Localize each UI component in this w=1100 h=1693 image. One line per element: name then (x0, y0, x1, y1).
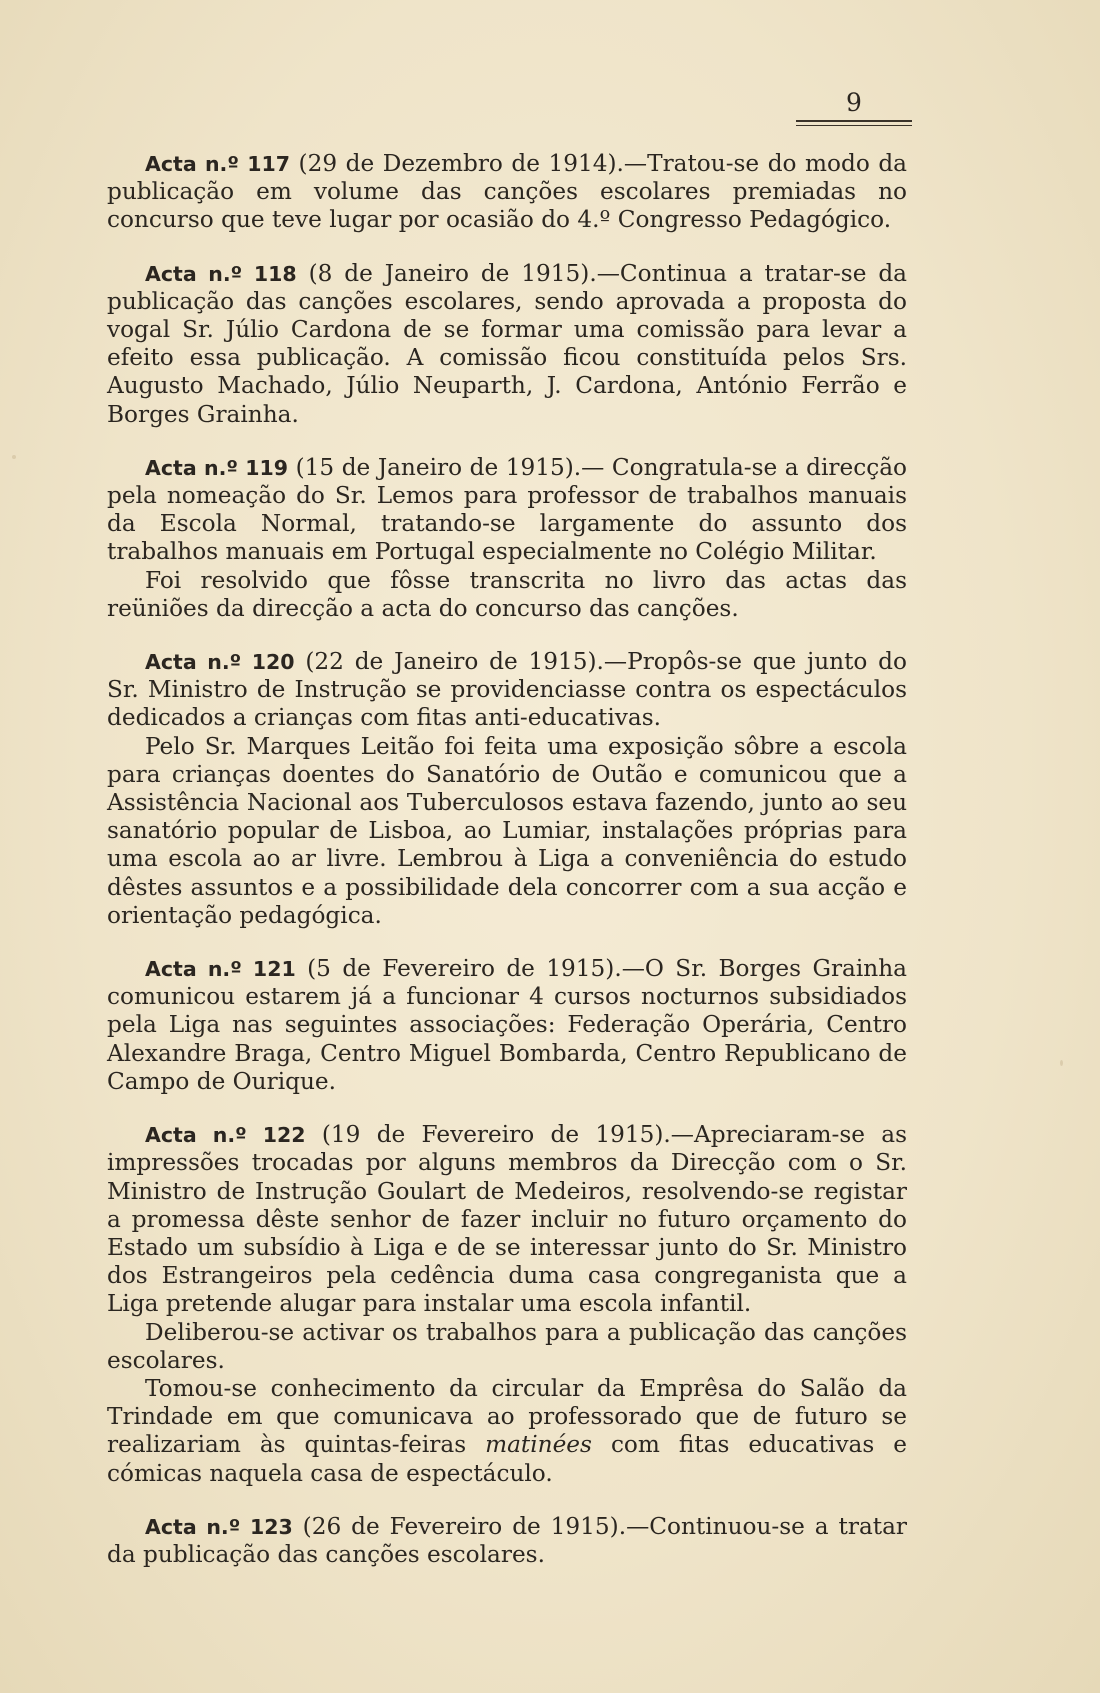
paragraph-text: (19 de Fevereiro de 1915).—Apreciaram-se as impressões trocadas por alguns membros da Direcção com o Sr. Ministro de Instrução Goulart de Medeiros, resolvendo-se registar a promessa dêste senhor de fazer incluir no futuro orçamento do Estado um subsídio à Liga e de se interessar junto do Sr. Ministro dos Estrangeiros pela cedência duma casa congreganista que a Liga pretende alugar para instalar uma escola infantil. (107, 1121, 907, 1318)
paragraph: Pelo Sr. Marques Leitão foi feita uma exposição sôbre a escola para crianças doentes do Sanatório de Outão e comunicou que a Assistência Nacional aos Tuberculosos estava fazendo, junto ao seu sanatório popular de Lisboa, ao Lumiar, instalações próprias para uma escola ao ar livre. Lembrou à Liga a conveniência do estudo dêstes assuntos e a possibilidade dela concorrer com a sua acção e orientação pedagógica. (107, 732, 907, 929)
paragraph (107, 260, 907, 429)
paragraph (107, 648, 907, 733)
paragraph-text: (5 de Fevereiro de 1915).—O Sr. Borges Grainha comunicou estarem já a funcionar 4 cursos nocturnos subsidiados pela Liga nas seguintes associações: Federação Operária, Centro Alexandre Braga, Centro Miguel Bombarda, Centro Republicano de Campo de Ourique. (107, 955, 907, 1095)
entry-heading: Acta n.º 119 (145, 455, 289, 480)
minutes-entry (107, 150, 907, 235)
paragraph (107, 1513, 907, 1569)
minutes-entry (107, 648, 907, 930)
italic-term: matinées (485, 1431, 592, 1459)
paragraph-text: (29 de Dezembro de 1914).—Tratou-se do modo da publicação em volume das canções escolares premiadas no concurso que teve lugar por ocasião do 4.º Congresso Pedagógico. (107, 150, 907, 234)
paragraph: Deliberou-se activar os trabalhos para a publicação das canções escolares. (107, 1318, 907, 1374)
paragraph (107, 1375, 907, 1488)
paragraph-text: (15 de Janeiro de 1915).— Congratula-se a direcção pela nomeação do Sr. Lemos para professor de trabalhos manuais da Escola Normal, tratando-se largamente do assunto dos trabalhos manuais em Portugal especialmente no Colégio Militar. (107, 453, 907, 566)
paragraph-text: Tomou-se conhecimento da circular da Emprêsa do Salão da Trindade em que comunicava ao professorado que de futuro se realizariam às quintas-feiras (107, 1374, 907, 1459)
page-number: 9 (846, 88, 863, 117)
entry-heading: Acta n.º 120 (145, 650, 295, 675)
entry-heading: Acta n.º 123 (145, 1514, 293, 1539)
entry-heading: Acta n.º 117 (145, 152, 290, 176)
entry-heading: Acta n.º 122 (145, 1123, 306, 1148)
minutes-entry (107, 1513, 907, 1569)
paragraph-text: (26 de Fevereiro de 1915).—Continuou-se a tratar da publicação das canções escolares. (107, 1512, 907, 1568)
paragraph (107, 955, 907, 1096)
paragraph: Foi resolvido que fôsse transcrita no livro das actas das reüniões da direcção a acta do concurso das canções. (107, 566, 907, 622)
minutes-entry (107, 260, 907, 429)
paragraph-text: com fitas educativas e cómicas naquela casa de espectáculo. (107, 1431, 908, 1487)
entry-heading: Acta n.º 118 (145, 261, 297, 286)
paragraph (107, 1121, 907, 1318)
body-text (107, 150, 907, 1594)
minutes-entry (107, 454, 907, 623)
header-rule (796, 120, 912, 126)
paragraph (107, 454, 907, 567)
paragraph-text: (22 de Janeiro de 1915).—Propôs-se que junto do Sr. Ministro de Instrução se providenciasse contra os espectáculos dedicados a crianças com fitas anti-educativas. (107, 648, 907, 732)
paper-speck (1060, 1060, 1063, 1066)
paper-speck (12, 455, 16, 459)
paragraph (107, 150, 907, 235)
minutes-entry (107, 955, 907, 1096)
entry-heading: Acta n.º 121 (145, 957, 296, 982)
minutes-entry (107, 1121, 907, 1488)
paragraph-text: (8 de Janeiro de 1915).—Continua a tratar-se da publicação das canções escolares, sendo aprovada a proposta do vogal Sr. Júlio Cardona de se formar uma comissão para levar a efeito essa publicação. A comissão ficou constituída pelos Srs. Augusto Machado, Júlio Neuparth, J. Cardona, António Ferrão e Borges Grainha. (107, 259, 907, 428)
